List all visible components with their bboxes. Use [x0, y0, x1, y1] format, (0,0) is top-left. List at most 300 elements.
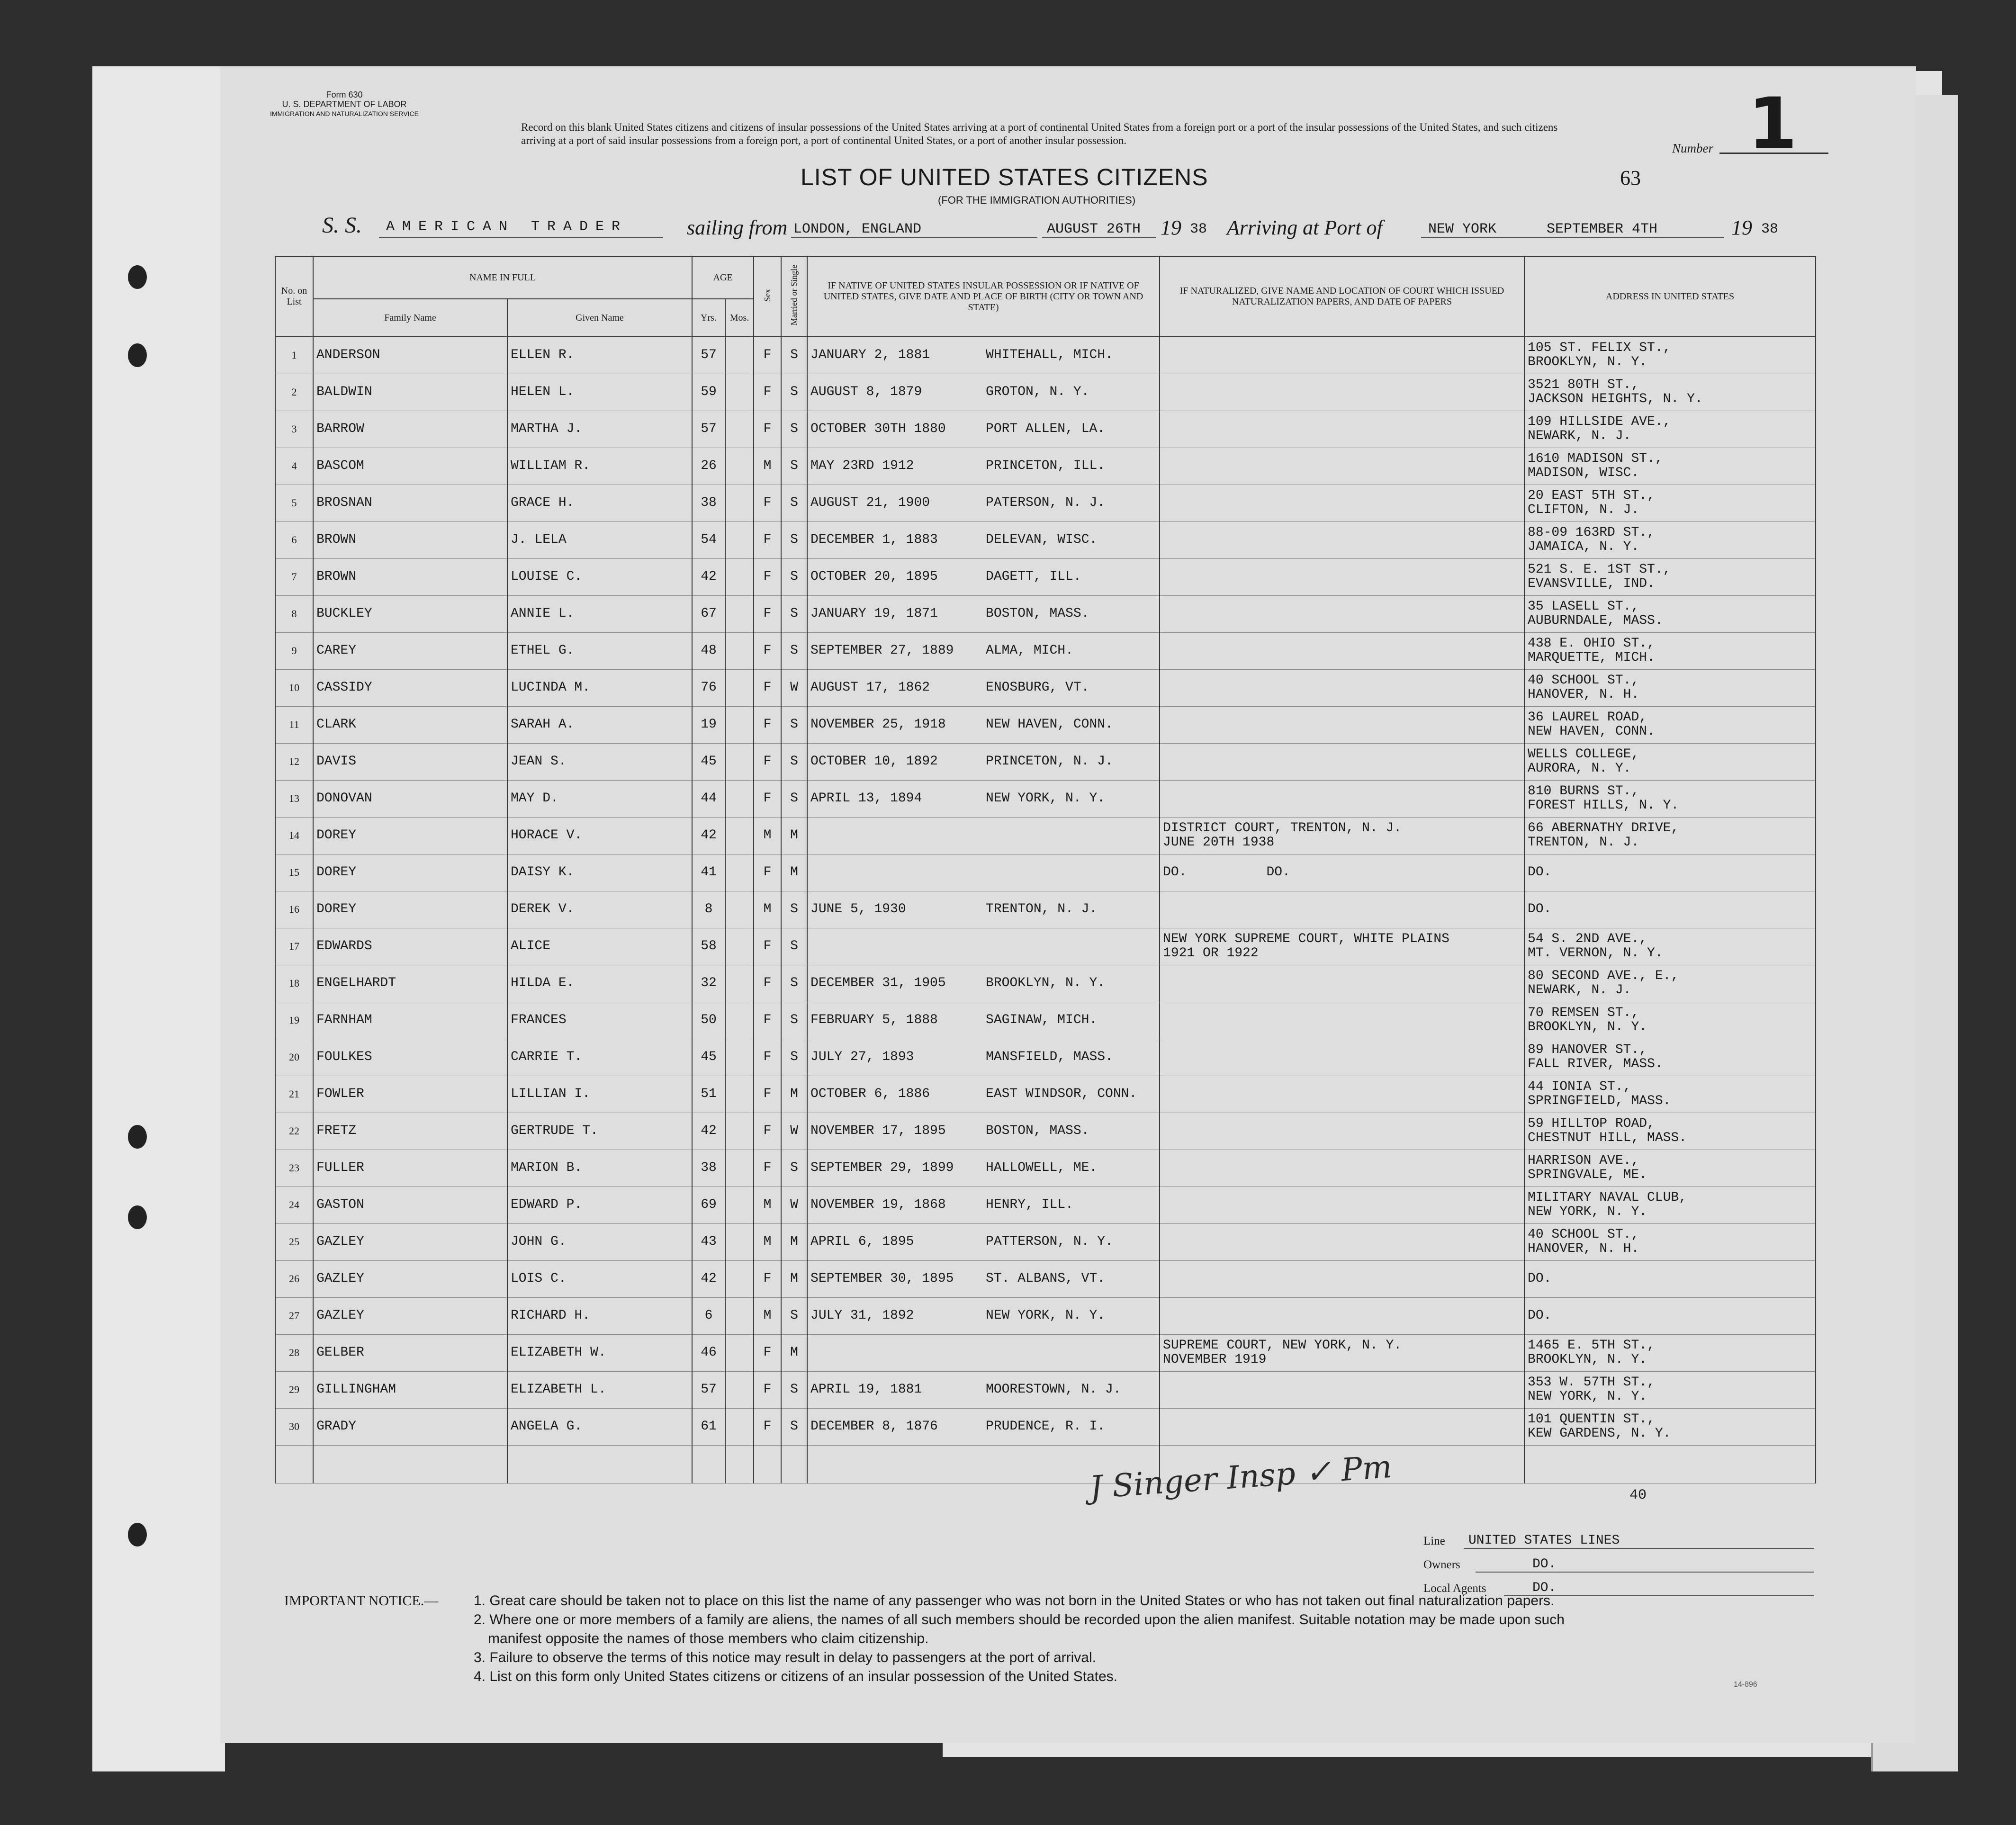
- sex: M: [754, 448, 781, 485]
- address-street: 35 LASELL ST.,: [1528, 599, 1639, 614]
- naturalization-cell: [1160, 1334, 1524, 1371]
- birth-cell: [807, 854, 1160, 891]
- birth-cell: [807, 485, 1160, 521]
- row-number: 30: [275, 1408, 313, 1445]
- sex: F: [754, 374, 781, 411]
- table-row: [275, 928, 1816, 965]
- age-months: [725, 1076, 754, 1113]
- naturalization-date: 1921 OR 1922: [1163, 946, 1259, 961]
- family-name: GASTON: [313, 1187, 507, 1223]
- address-cell: [1524, 1260, 1816, 1297]
- birth-cell: [807, 1260, 1160, 1297]
- address-city: AURORA, N. Y.: [1528, 761, 1631, 776]
- table-row: [275, 1260, 1816, 1297]
- ship-name: AMERICAN TRADER: [386, 219, 628, 235]
- sex: F: [754, 1334, 781, 1371]
- table-row: [275, 374, 1816, 411]
- family-name: BARROW: [313, 411, 507, 448]
- address-cell: [1524, 706, 1816, 743]
- header-no: No. on List: [275, 256, 313, 337]
- birth-cell: [807, 1187, 1160, 1223]
- table-row: [275, 411, 1816, 448]
- birth-date: JANUARY 19, 1871: [810, 606, 938, 621]
- naturalization-cell: [1160, 1371, 1524, 1408]
- birth-cell: [807, 632, 1160, 669]
- age-months: [725, 1113, 754, 1150]
- age-months: [725, 928, 754, 965]
- row-number: 14: [275, 817, 313, 854]
- birth-place: NEW YORK, N. Y.: [986, 791, 1106, 806]
- address-city: DO.: [1528, 902, 1552, 917]
- naturalization-cell: [1160, 1223, 1524, 1260]
- age-years: 44: [692, 780, 725, 817]
- address-street: 89 HANOVER ST.,: [1528, 1043, 1647, 1057]
- naturalization-cell: [1160, 485, 1524, 521]
- birth-date: NOVEMBER 17, 1895: [810, 1124, 946, 1138]
- table-row: [275, 485, 1816, 521]
- number-label: Number: [1672, 141, 1713, 155]
- birth-date: MAY 23RD 1912: [810, 458, 914, 473]
- age-months: [725, 1408, 754, 1445]
- marital-status: M: [781, 1334, 807, 1371]
- address-street: 521 S. E. 1ST ST.,: [1528, 562, 1671, 577]
- table-row: [275, 632, 1816, 669]
- age-months: [725, 1223, 754, 1260]
- family-name: BALDWIN: [313, 374, 507, 411]
- table-row: [275, 965, 1816, 1002]
- address-street: 810 BURNS ST.,: [1528, 784, 1639, 799]
- birth-cell: [807, 558, 1160, 595]
- address-city: NEWARK, N. J.: [1528, 983, 1631, 998]
- family-name: BASCOM: [313, 448, 507, 485]
- birth-place: BROOKLYN, N. Y.: [986, 976, 1106, 990]
- owners-label: Owners: [1423, 1558, 1460, 1571]
- header-years: Yrs.: [692, 299, 725, 337]
- age-years: 59: [692, 374, 725, 411]
- given-name: ELIZABETH L.: [507, 1371, 692, 1408]
- age-months: [725, 337, 754, 374]
- given-name: JEAN S.: [507, 743, 692, 780]
- address-city: BROOKLYN, N. Y.: [1528, 355, 1647, 370]
- notice-item-4: 4. List on this form only United States citizens or citizens of an insular possession of the United States.: [474, 1669, 1118, 1684]
- age-months: [725, 706, 754, 743]
- marital-status: S: [781, 1039, 807, 1076]
- arrival-date: SEPTEMBER 4TH: [1547, 221, 1658, 237]
- naturalization-cell: [1160, 558, 1524, 595]
- depart-year-prefix: 19: [1161, 216, 1181, 239]
- page-reference: 63: [1620, 166, 1641, 189]
- address-city: SPRINGFIELD, MASS.: [1528, 1094, 1671, 1108]
- binder-hole: [128, 1125, 147, 1149]
- sex: M: [754, 817, 781, 854]
- age-months: [725, 521, 754, 558]
- marital-status: S: [781, 706, 807, 743]
- table-row: [275, 743, 1816, 780]
- birth-date: JULY 31, 1892: [810, 1308, 914, 1323]
- given-name: ANNIE L.: [507, 595, 692, 632]
- birth-date: APRIL 19, 1881: [810, 1382, 922, 1397]
- birth-date: JUNE 5, 1930: [810, 902, 906, 917]
- address-city: MADISON, WISC.: [1528, 466, 1639, 480]
- age-months: [725, 1150, 754, 1187]
- blank-cell: [781, 1445, 807, 1483]
- birth-cell: [807, 1371, 1160, 1408]
- marital-status: S: [781, 1002, 807, 1039]
- marital-status: M: [781, 817, 807, 854]
- naturalization-cell: [1160, 780, 1524, 817]
- given-name: ELIZABETH W.: [507, 1334, 692, 1371]
- table-row: [275, 891, 1816, 928]
- sex: F: [754, 1002, 781, 1039]
- naturalization-court: NEW YORK SUPREME COURT, WHITE PLAINS: [1163, 932, 1449, 946]
- address-city: NEW YORK, N. Y.: [1528, 1389, 1647, 1404]
- birth-place: BOSTON, MASS.: [986, 606, 1089, 621]
- sex: F: [754, 1039, 781, 1076]
- age-years: 8: [692, 891, 725, 928]
- age-years: 48: [692, 632, 725, 669]
- birth-place: WHITEHALL, MICH.: [986, 348, 1113, 363]
- naturalization-cell: [1160, 891, 1524, 928]
- sex: F: [754, 743, 781, 780]
- birth-place: ENOSBURG, VT.: [986, 680, 1089, 695]
- sailing-line: [791, 237, 1037, 238]
- marital-status: S: [781, 337, 807, 374]
- passenger-table: [275, 256, 1816, 1483]
- address-cell: [1524, 485, 1816, 521]
- age-months: [725, 780, 754, 817]
- address-city: DO.: [1528, 1271, 1552, 1286]
- binder-hole: [128, 265, 147, 289]
- binder-hole: [128, 1205, 147, 1229]
- naturalization-court: DISTRICT COURT, TRENTON, N. J.: [1163, 821, 1402, 836]
- address-city: BROOKLYN, N. Y.: [1528, 1020, 1647, 1034]
- family-name: BROWN: [313, 558, 507, 595]
- address-cell: [1524, 1076, 1816, 1113]
- tally-mark: 40: [1629, 1487, 1647, 1503]
- sex: F: [754, 1113, 781, 1150]
- birth-place: PRINCETON, ILL.: [986, 458, 1106, 473]
- birth-cell: [807, 891, 1160, 928]
- owners-underline: [1476, 1572, 1814, 1573]
- table-row: [275, 1150, 1816, 1187]
- row-number: 3: [275, 411, 313, 448]
- birth-place: PATTERSON, N. Y.: [986, 1234, 1113, 1249]
- family-name: GAZLEY: [313, 1260, 507, 1297]
- table-row: [275, 448, 1816, 485]
- birth-place: DAGETT, ILL.: [986, 569, 1081, 584]
- address-cell: [1524, 780, 1816, 817]
- address-cell: [1524, 337, 1816, 374]
- table-row: [275, 595, 1816, 632]
- given-name: MARTHA J.: [507, 411, 692, 448]
- address-cell: [1524, 411, 1816, 448]
- family-name: ENGELHARDT: [313, 965, 507, 1002]
- blank-cell: [1524, 1445, 1816, 1483]
- address-cell: [1524, 374, 1816, 411]
- sex: F: [754, 411, 781, 448]
- birth-cell: [807, 1408, 1160, 1445]
- age-months: [725, 558, 754, 595]
- arrival-port: NEW YORK: [1428, 221, 1497, 237]
- address-cell: [1524, 1297, 1816, 1334]
- address-cell: [1524, 1002, 1816, 1039]
- age-years: 76: [692, 669, 725, 706]
- sex: M: [754, 1223, 781, 1260]
- family-name: DOREY: [313, 891, 507, 928]
- table-row: [275, 669, 1816, 706]
- given-name: LOIS C.: [507, 1260, 692, 1297]
- age-years: 26: [692, 448, 725, 485]
- family-name: GAZLEY: [313, 1223, 507, 1260]
- address-city: JAMAICA, N. Y.: [1528, 539, 1639, 554]
- row-number: 2: [275, 374, 313, 411]
- sex: F: [754, 965, 781, 1002]
- address-street: HARRISON AVE.,: [1528, 1153, 1639, 1168]
- arriving-label: Arriving at Port of: [1227, 216, 1383, 239]
- birth-place: MOORESTOWN, N. J.: [986, 1382, 1121, 1397]
- header-address: ADDRESS IN UNITED STATES: [1524, 256, 1816, 337]
- address-cell: [1524, 669, 1816, 706]
- family-name: FULLER: [313, 1150, 507, 1187]
- given-name: RICHARD H.: [507, 1297, 692, 1334]
- depart-date: AUGUST 26TH: [1047, 221, 1141, 237]
- age-years: 41: [692, 854, 725, 891]
- age-months: [725, 743, 754, 780]
- sex: F: [754, 1260, 781, 1297]
- address-city: FOREST HILLS, N. Y.: [1528, 798, 1679, 813]
- address-street: 438 E. OHIO ST.,: [1528, 636, 1655, 651]
- birth-date: JANUARY 2, 1881: [810, 348, 930, 363]
- marital-status: S: [781, 411, 807, 448]
- age-months: [725, 1002, 754, 1039]
- marital-status: W: [781, 669, 807, 706]
- family-name: DAVIS: [313, 743, 507, 780]
- family-name: CAREY: [313, 632, 507, 669]
- table-row: [275, 1371, 1816, 1408]
- family-name: DONOVAN: [313, 780, 507, 817]
- naturalization-cell: [1160, 1113, 1524, 1150]
- given-name: EDWARD P.: [507, 1187, 692, 1223]
- family-name: EDWARDS: [313, 928, 507, 965]
- age-months: [725, 448, 754, 485]
- age-years: 45: [692, 743, 725, 780]
- address-street: 88-09 163RD ST.,: [1528, 525, 1655, 540]
- address-cell: [1524, 1334, 1816, 1371]
- birth-place: PRUDENCE, R. I.: [986, 1419, 1106, 1434]
- marital-status: S: [781, 891, 807, 928]
- age-years: 58: [692, 928, 725, 965]
- age-years: 42: [692, 558, 725, 595]
- marital-status: S: [781, 595, 807, 632]
- blank-cell: [507, 1445, 692, 1483]
- birth-place: HENRY, ILL.: [986, 1197, 1073, 1212]
- given-name: DAISY K.: [507, 854, 692, 891]
- address-cell: [1524, 1408, 1816, 1445]
- given-name: HILDA E.: [507, 965, 692, 1002]
- marital-status: S: [781, 1408, 807, 1445]
- birth-cell: [807, 448, 1160, 485]
- address-city: MARQUETTE, MICH.: [1528, 650, 1655, 665]
- address-city: DO.: [1528, 865, 1552, 880]
- table-row: [275, 1223, 1816, 1260]
- birth-cell: [807, 1334, 1160, 1371]
- notice-item-2-cont: manifest opposite the names of those members who claim citizenship.: [488, 1631, 929, 1646]
- marital-status: M: [781, 1260, 807, 1297]
- birth-date: NOVEMBER 19, 1868: [810, 1197, 946, 1212]
- given-name: CARRIE T.: [507, 1039, 692, 1076]
- given-name: LOUISE C.: [507, 558, 692, 595]
- age-years: 54: [692, 521, 725, 558]
- given-name: WILLIAM R.: [507, 448, 692, 485]
- given-name: JOHN G.: [507, 1223, 692, 1260]
- birth-place: PATERSON, N. J.: [986, 495, 1106, 510]
- age-years: 42: [692, 1260, 725, 1297]
- header-family-name: Family Name: [313, 299, 507, 337]
- sex: F: [754, 928, 781, 965]
- address-cell: [1524, 595, 1816, 632]
- date-line: [1042, 237, 1156, 238]
- age-years: 51: [692, 1076, 725, 1113]
- birth-date: FEBRUARY 5, 1888: [810, 1013, 938, 1027]
- age-years: 57: [692, 337, 725, 374]
- header-age: AGE: [692, 256, 754, 299]
- birth-cell: [807, 780, 1160, 817]
- age-months: [725, 1039, 754, 1076]
- address-city: DO.: [1528, 1308, 1552, 1323]
- row-number: 22: [275, 1113, 313, 1150]
- naturalization-cell: [1160, 1076, 1524, 1113]
- row-number: 20: [275, 1039, 313, 1076]
- sex: F: [754, 337, 781, 374]
- birth-place: BOSTON, MASS.: [986, 1124, 1089, 1138]
- table-row: [275, 337, 1816, 374]
- address-city: KEW GARDENS, N. Y.: [1528, 1426, 1671, 1441]
- family-name: ANDERSON: [313, 337, 507, 374]
- birth-date: DECEMBER 8, 1876: [810, 1419, 938, 1434]
- family-name: FOULKES: [313, 1039, 507, 1076]
- address-street: 1610 MADISON ST.,: [1528, 451, 1663, 466]
- age-months: [725, 595, 754, 632]
- birth-place: EAST WINDSOR, CONN.: [986, 1087, 1137, 1101]
- birth-place: SAGINAW, MICH.: [986, 1013, 1098, 1027]
- birth-date: AUGUST 17, 1862: [810, 680, 930, 695]
- family-name: GAZLEY: [313, 1297, 507, 1334]
- notice-heading: IMPORTANT NOTICE.—: [284, 1593, 439, 1609]
- family-name: FOWLER: [313, 1076, 507, 1113]
- given-name: DEREK V.: [507, 891, 692, 928]
- family-name: FARNHAM: [313, 1002, 507, 1039]
- age-months: [725, 485, 754, 521]
- naturalization-cell: [1160, 1408, 1524, 1445]
- table-row: [275, 521, 1816, 558]
- birth-date: OCTOBER 6, 1886: [810, 1087, 930, 1101]
- row-number: 4: [275, 448, 313, 485]
- address-street: MILITARY NAVAL CLUB,: [1528, 1190, 1687, 1205]
- age-months: [725, 374, 754, 411]
- age-years: 69: [692, 1187, 725, 1223]
- header-given-name: Given Name: [507, 299, 692, 337]
- address-street: 54 S. 2ND AVE.,: [1528, 932, 1647, 946]
- birth-cell: [807, 1297, 1160, 1334]
- birth-cell: [807, 1113, 1160, 1150]
- address-city: HANOVER, N. H.: [1528, 1241, 1639, 1256]
- family-name: BROWN: [313, 521, 507, 558]
- naturalization-date: NOVEMBER 1919: [1163, 1352, 1267, 1367]
- sex: F: [754, 669, 781, 706]
- row-number: 21: [275, 1076, 313, 1113]
- table-row: [275, 1187, 1816, 1223]
- address-city: TRENTON, N. J.: [1528, 835, 1639, 850]
- address-street: 109 HILLSIDE AVE.,: [1528, 414, 1671, 429]
- given-name: MARION B.: [507, 1150, 692, 1187]
- row-number: 24: [275, 1187, 313, 1223]
- age-years: 38: [692, 485, 725, 521]
- naturalization-cell: [1160, 1039, 1524, 1076]
- arrival-year-prefix: 19: [1731, 216, 1752, 239]
- table-row: [275, 1076, 1816, 1113]
- naturalization-cell: [1160, 1297, 1524, 1334]
- given-name: SARAH A.: [507, 706, 692, 743]
- birth-place: PRINCETON, N. J.: [986, 754, 1113, 769]
- birth-place: GROTON, N. Y.: [986, 385, 1089, 399]
- naturalization-cell: [1160, 1187, 1524, 1223]
- birth-cell: [807, 706, 1160, 743]
- passenger-rows: [275, 337, 1816, 1483]
- birth-cell: [807, 1076, 1160, 1113]
- row-number: 6: [275, 521, 313, 558]
- family-name: GILLINGHAM: [313, 1371, 507, 1408]
- address-city: NEW HAVEN, CONN.: [1528, 724, 1655, 739]
- header-months: Mos.: [725, 299, 754, 337]
- sailing-from: LONDON, ENGLAND: [793, 221, 922, 237]
- agents-label: Local Agents: [1423, 1582, 1486, 1595]
- naturalization-cell: [1160, 337, 1524, 374]
- marital-status: S: [781, 374, 807, 411]
- row-number: 1: [275, 337, 313, 374]
- row-number: 26: [275, 1260, 313, 1297]
- row-number: 17: [275, 928, 313, 965]
- address-city: NEWARK, N. J.: [1528, 429, 1631, 443]
- address-cell: [1524, 928, 1816, 965]
- birth-date: JULY 27, 1893: [810, 1050, 914, 1064]
- line-label: Line: [1423, 1535, 1445, 1547]
- list-number: 1: [1748, 83, 1798, 165]
- address-city: SPRINGVALE, ME.: [1528, 1168, 1647, 1182]
- address-street: 3521 80TH ST.,: [1528, 378, 1639, 392]
- sex: F: [754, 1371, 781, 1408]
- blank-cell: [754, 1445, 781, 1483]
- naturalization-cell: [1160, 1002, 1524, 1039]
- address-city: EVANSVILLE, IND.: [1528, 576, 1655, 591]
- given-name: ANGELA G.: [507, 1408, 692, 1445]
- naturalization-cell: [1160, 928, 1524, 965]
- table-row: [275, 817, 1816, 854]
- birth-date: OCTOBER 20, 1895: [810, 569, 938, 584]
- birth-place: ST. ALBANS, VT.: [986, 1271, 1106, 1286]
- birth-cell: [807, 817, 1160, 854]
- notice-item-2: 2. Where one or more members of a family are aliens, the names of all such members should be recorded upon the alien manifest. Suitable notation may be made upon such: [474, 1612, 1565, 1627]
- birth-cell: [807, 1223, 1160, 1260]
- row-number: 27: [275, 1297, 313, 1334]
- address-street: 36 LAUREL ROAD,: [1528, 710, 1647, 725]
- birth-place: ALMA, MICH.: [986, 643, 1073, 658]
- form-instructions: Record on this blank United States citizens and citizens of insular possessions of the United States arriving at a port of continental United States from a foreign port or a port of the insular possessions of the United States, and such citizens arriving at a port of said insular possessions from a foreign port, a port of continental United States, or a port of another insular possession.: [521, 121, 1558, 146]
- age-years: 6: [692, 1297, 725, 1334]
- age-years: 57: [692, 411, 725, 448]
- marital-status: S: [781, 780, 807, 817]
- line-underline: [1464, 1548, 1814, 1549]
- address-street: 353 W. 57TH ST.,: [1528, 1375, 1655, 1390]
